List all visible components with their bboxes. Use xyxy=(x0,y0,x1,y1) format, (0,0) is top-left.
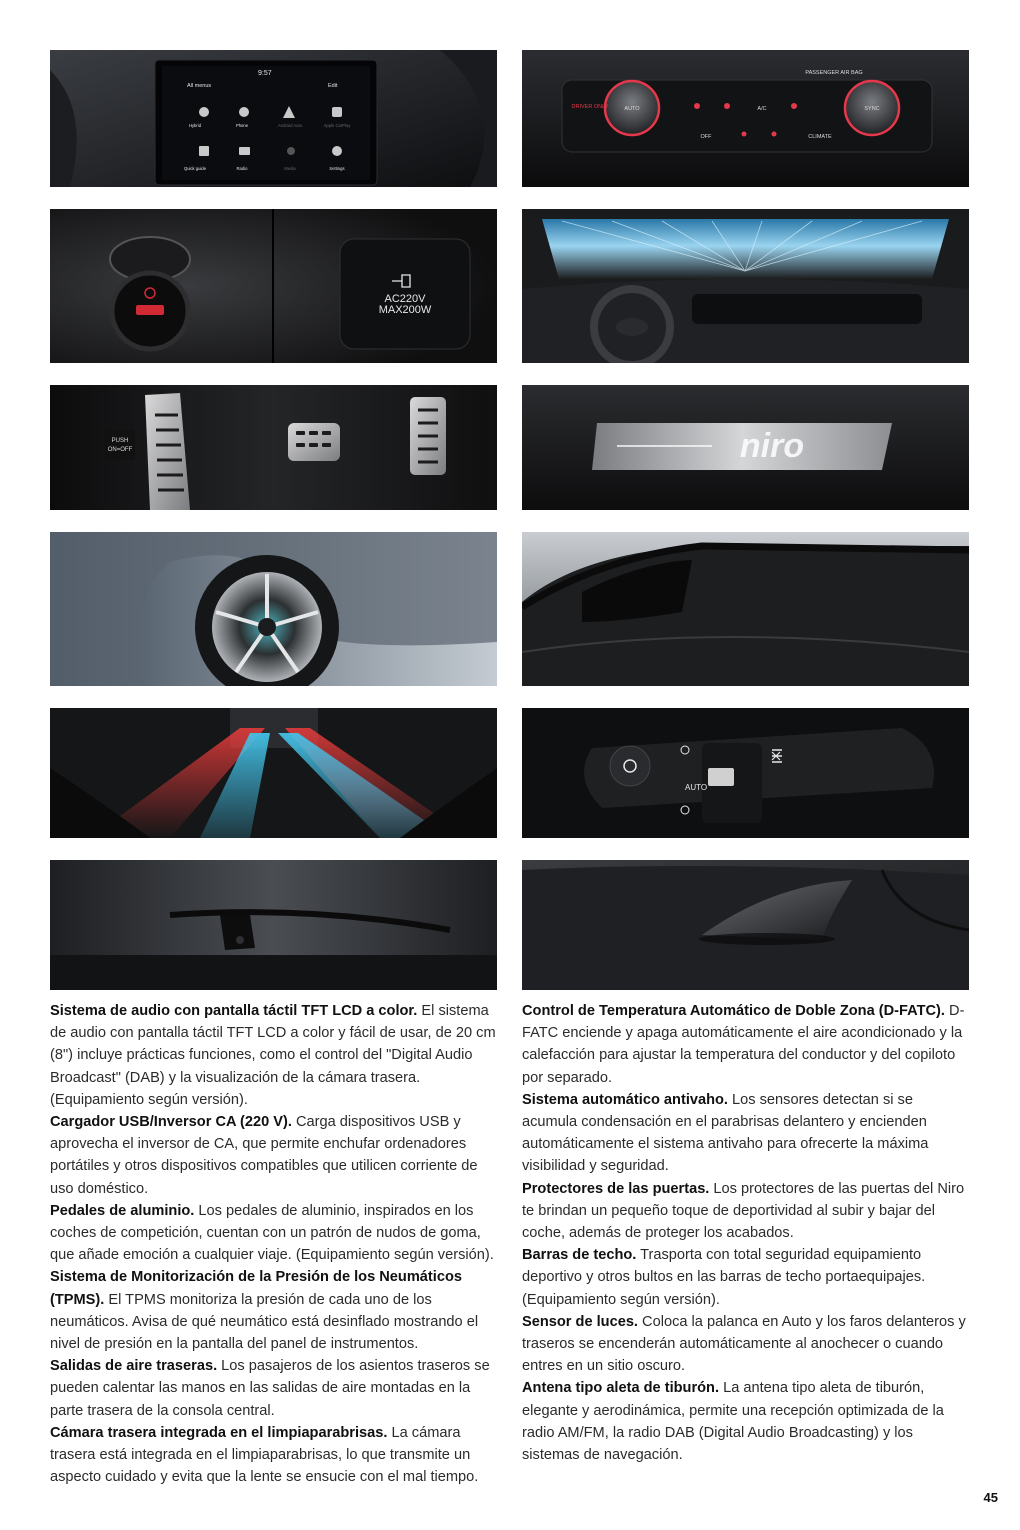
feature-body: Los protectores de las puertas del Niro te brindan un pequeño toque de deportividad al subir y bajar del coche, además de proteger los acabados. xyxy=(522,1180,965,1242)
feature-body: El TPMS monitoriza la presión de cada uno de los neumáticos. Avisa de qué neumático está desinflado mostrando el nivel de presión en la pantalla del panel de instrumentos. xyxy=(50,1291,479,1353)
feature-paragraph xyxy=(50,1111,498,1200)
app-label: Settings xyxy=(329,166,345,171)
on-off-label: ON=OFF xyxy=(107,447,133,453)
screen-edit-label: Edit xyxy=(328,83,338,89)
usb-inverter-photo xyxy=(50,209,497,363)
push-label: PUSH xyxy=(111,438,129,444)
app-label: Hybrid xyxy=(188,123,202,128)
feature-title: Salidas de aire traseras. xyxy=(50,1358,218,1375)
passenger-airbag-label: PASSENGER AIR BAG xyxy=(805,70,863,76)
inverter-line1: AC220V xyxy=(384,293,426,305)
climate-control-photo xyxy=(522,50,969,187)
feature-title: Sistema de audio con pantalla táctil TFT LCD a color. xyxy=(50,1003,418,1019)
off-label: OFF xyxy=(700,134,712,140)
left-text-column xyxy=(50,1000,498,1488)
rear-air-vents-photo xyxy=(50,708,497,838)
sync-label: SYNC xyxy=(864,106,880,112)
ac-label: A/C xyxy=(757,106,767,112)
app-label: Radio xyxy=(236,166,248,171)
feature-body: Los pasajeros de los asientos traseros se pueden calentar las manos en las salidas de aire montadas en la parte trasera de la consola central. xyxy=(50,1358,490,1419)
feature-title: Sensor de luces. xyxy=(522,1313,638,1330)
shark-fin-antenna-photo xyxy=(522,860,969,990)
feature-paragraph xyxy=(50,1422,498,1489)
auto-stalk-label: AUTO xyxy=(685,783,708,792)
feature-body: Trasporta con total seguridad equipamiento deportivo y otros bultos en las barras de techo portaequipajes. (Equipamiento según versión). xyxy=(522,1247,926,1308)
feature-title: Antena tipo aleta de tiburón. xyxy=(522,1380,720,1397)
feature-title: Sistema automático antivaho. xyxy=(522,1091,728,1108)
feature-title: Pedales de aluminio. xyxy=(50,1202,195,1219)
defrost-cabin-photo xyxy=(522,209,969,363)
tpms-wheel-photo xyxy=(50,532,497,686)
feature-title: Barras de techo. xyxy=(522,1247,637,1264)
feature-title: Protectores de las puertas. xyxy=(522,1180,710,1197)
auto-label: AUTO xyxy=(624,106,640,112)
app-label: Android Auto xyxy=(278,123,302,128)
feature-paragraph xyxy=(50,1200,498,1267)
feature-body: Carga dispositivos USB y aprovecha el inversor de CA, que permite enchufar ordenadores portátiles y otros dispositivos compatibles que utilicen corriente de uso doméstico. xyxy=(50,1114,478,1197)
light-sensor-stalk-photo xyxy=(522,708,969,838)
aluminium-pedals-photo xyxy=(50,385,497,510)
rear-wiper-camera-photo xyxy=(50,860,497,990)
infotainment-screen-photo xyxy=(50,50,497,187)
feature-paragraph xyxy=(50,1355,498,1422)
right-text-column xyxy=(522,1000,970,1466)
feature-body: Los pedales de aluminio, inspirados en los coches de competición, cuentan con un patrón de nudos de goma, que añade emoción a cualquier viaje. (Equipamiento según versión). xyxy=(50,1202,494,1264)
screen-time: 9:57 xyxy=(258,70,272,77)
feature-body: Coloca la palanca en Auto y los faros delanteros y traseros se encenderán automáticamente al anochecer o cuando entres en un sitio oscuro. xyxy=(522,1313,966,1375)
feature-paragraph xyxy=(522,1089,970,1178)
app-label: Phone xyxy=(235,123,249,128)
feature-paragraph xyxy=(50,1000,498,1111)
feature-paragraph xyxy=(522,1377,970,1466)
feature-body: Los sensores detectan si se acumula condensación en el parabrisas delantero y encienden automáticamente el sistema antivaho para ofrecerte la máxima visibilidad y seguridad. xyxy=(522,1091,929,1175)
feature-title: Sistema de Monitorización de la Presión de los Neumáticos (TPMS). xyxy=(50,1269,462,1308)
page-number: 45 xyxy=(983,1490,998,1505)
app-label: Quick guide xyxy=(183,166,207,171)
climate-label: CLIMATE xyxy=(808,134,832,140)
feature-paragraph xyxy=(522,1178,970,1245)
app-label: Apple CarPlay xyxy=(323,123,351,128)
feature-paragraph xyxy=(522,1000,970,1089)
roof-rails-photo xyxy=(522,532,969,686)
screen-menu-label: All menus xyxy=(187,83,212,89)
feature-body: D-FATC enciende y apaga automáticamente el aire acondicionado y la calefacción para ajustar la temperatura del conductor y del copiloto por separado. xyxy=(522,1003,965,1086)
feature-paragraph xyxy=(50,1266,498,1355)
feature-paragraph xyxy=(522,1244,970,1311)
driver-only-label: DRIVER ONLY xyxy=(571,104,609,110)
feature-title: Control de Temperatura Automático de Doble Zona (D-FATC). xyxy=(522,1003,945,1019)
feature-title: Cargador USB/Inversor CA (220 V). xyxy=(50,1114,292,1131)
feature-body: La antena tipo aleta de tiburón, elegante y aerodinámica, permite una recepción optimizada de la radio AM/FM, la radio DAB (Digital Audio Broadcasting) y los sistemas de navegación. xyxy=(522,1380,944,1464)
inverter-line2: MAX200W xyxy=(378,304,432,316)
feature-body: El sistema de audio con pantalla táctil TFT LCD a color y fácil de usar, de 20 cm (8") incluye prácticas funciones, como el control del "Digital Audio Broadcast" (DAB) y la visualización de la cámara trasera. (Equipamiento según versión). xyxy=(50,1003,496,1108)
niro-logo: niro xyxy=(739,427,805,465)
feature-body: La cámara trasera está integrada en el limpiaparabrisas, lo que transmite un aspecto cuidado y evita que la lente se ensucie con el mal tiempo. xyxy=(50,1424,479,1486)
feature-paragraph xyxy=(522,1311,970,1378)
app-label: Media xyxy=(284,166,296,171)
door-scuff-plate-photo xyxy=(522,385,969,510)
feature-title: Cámara trasera integrada en el limpiaparabrisas. xyxy=(50,1424,388,1441)
